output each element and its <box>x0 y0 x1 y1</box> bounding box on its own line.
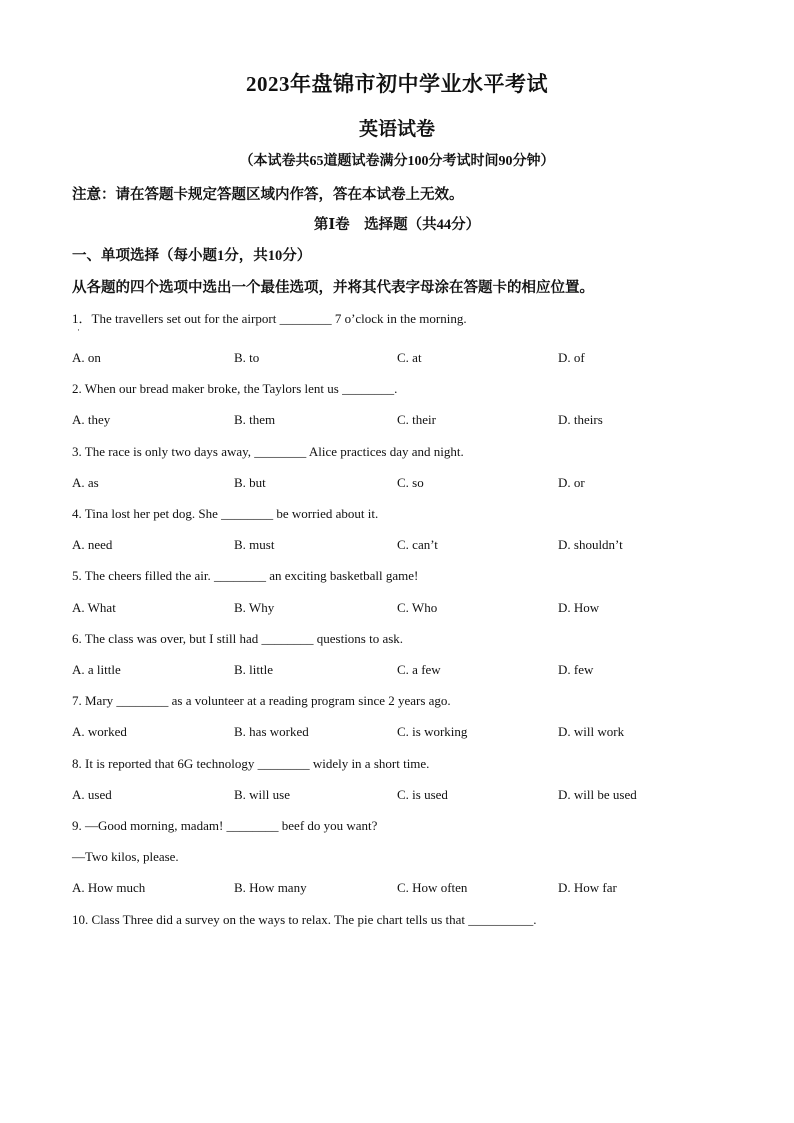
q6-option-c: C. a few <box>397 662 441 677</box>
question-3: 3. The race is only two days away, ________ Alice practices day and night. <box>72 444 464 459</box>
q9-option-c: C. How often <box>397 880 468 895</box>
q5-option-b: B. Why <box>234 600 275 615</box>
stray-mark: · <box>77 325 80 335</box>
q5-option-d: D. How <box>558 600 600 615</box>
q3-option-a: A. as <box>72 475 99 490</box>
q2-option-c: C. their <box>397 412 436 427</box>
notice-text: 注意：请在答题卡规定答题区域内作答，答在本试卷上无效。 <box>72 187 464 203</box>
q3-option-c: C. so <box>397 475 424 490</box>
q7-option-b: B. has worked <box>234 724 309 739</box>
exam-info: （本试卷共65道题试卷满分100分考试时间90分钟） <box>239 154 555 169</box>
q6-option-a: A. a little <box>72 662 121 677</box>
q4-option-b: B. must <box>234 537 275 552</box>
question-4: 4. Tina lost her pet dog. She ________ be worried about it. <box>72 506 379 521</box>
q3-option-b: B. but <box>234 475 266 490</box>
q7-option-d: D. will work <box>558 724 625 739</box>
q1-option-a: A. on <box>72 350 101 365</box>
question-7: 7. Mary ________ as a volunteer at a reading program since 2 years ago. <box>72 693 451 708</box>
question-1: 1．The travellers set out for the airport ________ 7 o’clock in the morning. <box>72 311 467 326</box>
q4-option-a: A. need <box>72 537 113 552</box>
q8-option-c: C. is used <box>397 787 448 802</box>
q2-option-a: A. they <box>72 412 111 427</box>
question-10: 10. Class Three did a survey on the ways to relax. The pie chart tells us that __________. <box>72 912 537 927</box>
q5-option-c: C. Who <box>397 600 438 615</box>
q2-option-b: B. them <box>234 412 276 427</box>
q7-option-c: C. is working <box>397 724 468 739</box>
q1-option-b: B. to <box>234 350 260 365</box>
q1-option-c: C. at <box>397 350 422 365</box>
q8-option-a: A. used <box>72 787 112 802</box>
q6-option-d: D. few <box>558 662 594 677</box>
q6-option-b: B. little <box>234 662 273 677</box>
q3-option-d: D. or <box>558 475 585 490</box>
q8-option-d: D. will be used <box>558 787 637 802</box>
q2-option-d: D. theirs <box>558 412 603 427</box>
question-6: 6. The class was over, but I still had ________ questions to ask. <box>72 631 404 646</box>
q8-option-b: B. will use <box>234 787 290 802</box>
q5-option-a: A. What <box>72 600 116 615</box>
exam-subject: 英语试卷 <box>358 119 435 140</box>
q4-option-c: C. can’t <box>397 537 438 552</box>
question-5: 5. The cheers filled the air. ________ an exciting basketball game! <box>72 568 419 583</box>
question-9: 9. —Good morning, madam! ________ beef do you want? <box>72 818 378 833</box>
part-heading: 第Ⅰ卷 选择题（共44分） <box>313 217 481 233</box>
q9-option-b: B. How many <box>234 880 307 895</box>
exam-title: 2023年盘锦市初中学业水平考试 <box>246 72 548 96</box>
question-2: 2. When our bread maker broke, the Taylors lent us ________. <box>72 381 398 396</box>
q9-option-a: A. How much <box>72 880 146 895</box>
section-instruction: 从各题的四个选项中选出一个最佳选项，并将其代表字母涂在答题卡的相应位置。 <box>72 280 594 296</box>
q1-option-d: D. of <box>558 350 585 365</box>
section-title: 一、单项选择（每小题1分，共10分） <box>72 248 312 264</box>
q4-option-d: D. shouldn’t <box>558 537 623 552</box>
q9-option-d: D. How far <box>558 880 617 895</box>
q7-option-a: A. worked <box>72 724 127 739</box>
question-9-reply: —Two kilos, please. <box>72 849 179 864</box>
question-8: 8. It is reported that 6G technology ________ widely in a short time. <box>72 756 430 771</box>
